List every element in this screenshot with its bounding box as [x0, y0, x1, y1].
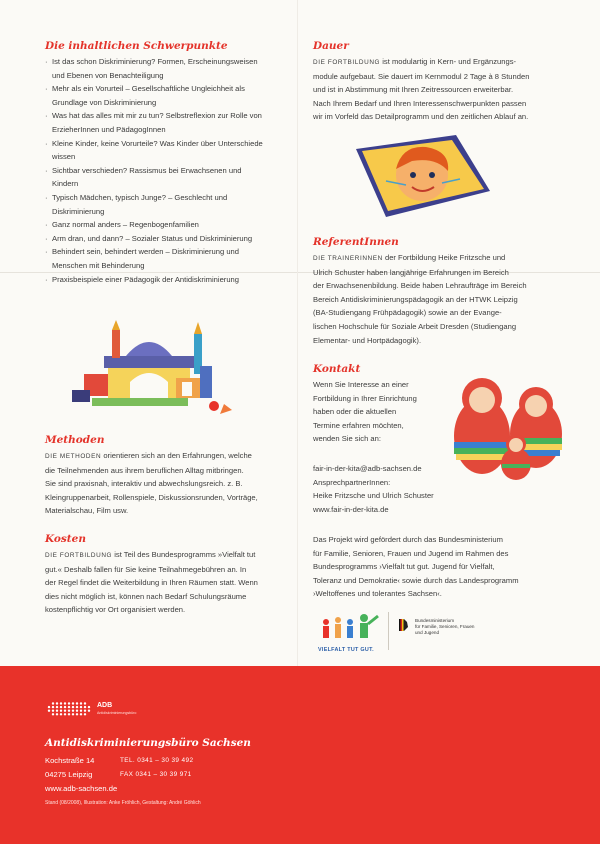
adb-logo-dot [76, 710, 78, 712]
adb-logo-dot [72, 702, 74, 704]
adb-logo-dot [72, 706, 74, 708]
schwerpunkt-item: · Ist das schon Diskriminierung? Formen, Erscheinungsweisen [45, 55, 290, 69]
foerderung-text: Das Projekt wird gefördert durch das Bundesministerium für Familie, Senioren, Frauen und Jugend im Rahmen des Bundesprogramms ›Vielfalt tut gut. Jugend für Vielfalt, Toleranz und Demokratie‹ sowie durch das Landesprogramm ›Weltoffenes und tolerantes Sachsen‹. [313, 535, 519, 599]
center-fold-line [297, 0, 298, 666]
schwerpunkt-item: wissen [52, 152, 76, 162]
adb-logo-dot [76, 713, 78, 715]
adb-logo-dot [80, 702, 82, 704]
schwerpunkt-item: · Sichtbar verschieden? Rassismus bei Erwachsenen und [45, 164, 290, 178]
adb-logo-dot [48, 710, 50, 712]
adb-logo-dot [84, 706, 86, 708]
methoden-section [45, 434, 290, 518]
kosten-section [45, 533, 290, 617]
schwerpunkt-item: Grundlage von Diskriminierung [52, 97, 157, 107]
building-blocks-illustration [64, 318, 236, 418]
schwerpunkt-item: Kindern [52, 179, 79, 189]
schwerpunkt-item: und Ebenen von Benachteiligung [52, 70, 164, 80]
adb-logo-dot [52, 713, 54, 715]
kontakt-section [313, 363, 463, 446]
adb-logo-dot [76, 702, 78, 704]
kontakt-heading: Kontakt [313, 363, 361, 375]
kosten-heading: Kosten [45, 533, 86, 545]
adb-logo-dot [64, 706, 66, 708]
referenten-section [313, 236, 573, 347]
footer [0, 666, 600, 844]
schwerpunkt-item: · Behindert sein, behindert werden – Diskriminierung und [45, 245, 290, 259]
logo-divider [388, 612, 389, 650]
adb-logo-dot [60, 713, 62, 715]
schwerpunkt-item: · Arm dran, und dann? – Sozialer Status und Diskriminierung [45, 232, 290, 246]
schwerpunkt-item: · Ganz normal anders – Regenbogenfamilien [45, 218, 290, 232]
phone-number: TEL. 0341 – 30 39 492 [120, 757, 194, 764]
adb-logo-dot [84, 710, 86, 712]
address-city: 04275 Leipzig [45, 770, 93, 779]
adb-logo-dot [76, 706, 78, 708]
schwerpunkt-item: · Praxisbeispiele einer Pädagogik der Antidiskriminierung [45, 273, 290, 287]
child-face-puzzle-illustration [346, 131, 496, 221]
adb-logo-dot [80, 710, 82, 712]
vielfalt-logo-text: VIELFALT TUT GUT. [318, 647, 374, 653]
referenten-heading: ReferentInnen [313, 236, 399, 248]
schwerpunkte-list [45, 55, 290, 286]
schwerpunkte-heading: Die inhaltlichen Schwerpunkte [45, 40, 228, 52]
vielfalt-figures-icon [318, 612, 384, 642]
adb-subtitle: Antidiskriminierungsbüro [97, 711, 137, 715]
adb-logo-dot [72, 710, 74, 712]
adb-logo-dot [68, 706, 70, 708]
methoden-heading: Methoden [45, 434, 105, 446]
kontakt-web[interactable]: www.fair-in-der-kita.de [313, 504, 389, 514]
methoden-text: DIE METHODEN orientieren sich an den Erfahrungen, welche die Teilnehmenden aus ihrem beruflichen Alltag mitbringen. Sie sind praxisnah, interaktiv und abwechslungsreich. z. B. Kleingruppenarbeit, Rollenspiele, Diskussionsrunden, Vorträge, Materialschau, Film usw. [45, 451, 258, 516]
methoden-lead: DIE METHODEN [45, 453, 102, 460]
footer-website[interactable]: www.adb-sachsen.de [45, 784, 118, 793]
federal-eagle-icon [399, 618, 409, 632]
ministry-name: Bundesministerium für Familie, Senioren, Frauen und Jugend [415, 618, 475, 635]
adb-logo-dot [72, 713, 74, 715]
adb-logo-dot [84, 702, 86, 704]
adb-logo-dot [56, 710, 58, 712]
adb-logo-dot [52, 706, 54, 708]
schwerpunkt-item: · Kleine Kinder, keine Vorurteile? Was Kinder über Unterschiede [45, 137, 290, 151]
dauer-text: DIE FORTBILDUNG ist modulartig in Kern- und Ergänzungs- module aufgebaut. Sie dauert im Kernmodul 2 Tage à 8 Stunden und ist in Abstimmung mit Ihren Zeitressourcen erweiterbar. Nach Ihrem Bedarf und Ihren Interessenschwerpunkten passen wir im Vorfeld das Detailprogramm und den zeitlichen Ablauf an. [313, 57, 530, 122]
dauer-heading: Dauer [313, 40, 349, 52]
dauer-lead: DIE FORTBILDUNG [313, 59, 381, 66]
kosten-lead: DIE FORTBILDUNG [45, 552, 113, 559]
kontakt-partner-label: AnsprechpartnerInnen: [313, 477, 391, 487]
adb-logo-dot [60, 710, 62, 712]
adb-logo-dot [88, 710, 90, 712]
adb-logo-dot [56, 706, 58, 708]
schwerpunkt-item: · Was hat das alles mit mir zu tun? Selbstreflexion zur Rolle von [45, 109, 290, 123]
adb-logo-dot [60, 702, 62, 704]
adb-logo-dot [56, 713, 58, 715]
adb-logo-dot [84, 713, 86, 715]
schwerpunkt-item: · Mehr als ein Vorurteil – Gesellschaftliche Ungleichheit als [45, 82, 290, 96]
adb-logo-dot [80, 713, 82, 715]
kontakt-partner-names: Heike Fritzsche und Ulrich Schuster [313, 491, 434, 501]
adb-logo-dot [64, 710, 66, 712]
kontakt-details [313, 462, 573, 516]
adb-logo-dot [80, 706, 82, 708]
adb-logo-dot [52, 702, 54, 704]
adb-short-name: ADB [97, 702, 113, 709]
adb-logo-dot [68, 702, 70, 704]
adb-logo-dot [88, 706, 90, 708]
adb-logo-dot [64, 702, 66, 704]
fax-number: FAX 0341 – 30 39 971 [120, 771, 192, 778]
org-name: Antidiskriminierungsbüro Sachsen [45, 737, 251, 749]
foerderung-section [313, 533, 573, 601]
schwerpunkt-item: ErzieherInnen und PädagogInnen [52, 124, 166, 134]
adb-dots-logo-icon [46, 701, 92, 717]
adb-logo-dot [60, 706, 62, 708]
kontakt-intro: Wenn Sie Interesse an einer Fortbildung in Ihrer Einrichtung haben oder die aktuellen Termine erfahren möchten, wenden Sie sich an: [313, 380, 417, 444]
adb-logo-dot [64, 713, 66, 715]
schwerpunkt-item: Diskriminierung [52, 206, 105, 216]
vielfalt-tut-gut-logo [318, 612, 384, 652]
adb-logo-dot [68, 710, 70, 712]
referenten-text: DIE TRAINERINNEN der Fortbildung Heike Fritzsche und Ulrich Schuster haben langjährige Erfahrungen im Bereich der Erwachsenenbildung. Beide haben Lehraufträge im Bereich Bereich Antidiskriminierungspädagogik an der HTWK Leipzig (BA-Studiengang Frühpädagogik) sowie an der Evange- lischen Hochschule für Soziale Arbeit Dresden (Studiengang Elementar- und Hortpädagogik). [313, 253, 527, 345]
adb-logo-dot [48, 706, 50, 708]
adb-logo-dot [68, 713, 70, 715]
schwerpunkt-item: Menschen mit Behinderung [52, 260, 145, 270]
kosten-text: DIE FORTBILDUNG ist Teil des Bundesprogramms »Vielfalt tut gut.« Deshalb fallen für Sie keine Teilnahmegebühren an. In der Regel findet die Weiterbildung in Ihren Räumen statt. Wenn dies nicht möglich ist, können nach Bedarf Schulungsräume kostenpflichtig vor Ort organisiert werden. [45, 550, 258, 615]
referenten-lead: DIE TRAINERINNEN [313, 255, 383, 262]
address-street: Kochstraße 14 [45, 756, 95, 765]
schwerpunkt-item: · Typisch Mädchen, typisch Junge? – Geschlecht und [45, 191, 290, 205]
kontakt-email[interactable]: fair-in-der-kita@adb-sachsen.de [313, 464, 422, 473]
schwerpunkte-section [45, 40, 290, 286]
adb-logo-dot [52, 710, 54, 712]
credits-line: Stand (08/2008), Illustration: Anke Fröhlich, Gestaltung: André Göhlich [45, 800, 201, 806]
adb-logo-dot [56, 702, 58, 704]
dauer-section [313, 40, 573, 124]
